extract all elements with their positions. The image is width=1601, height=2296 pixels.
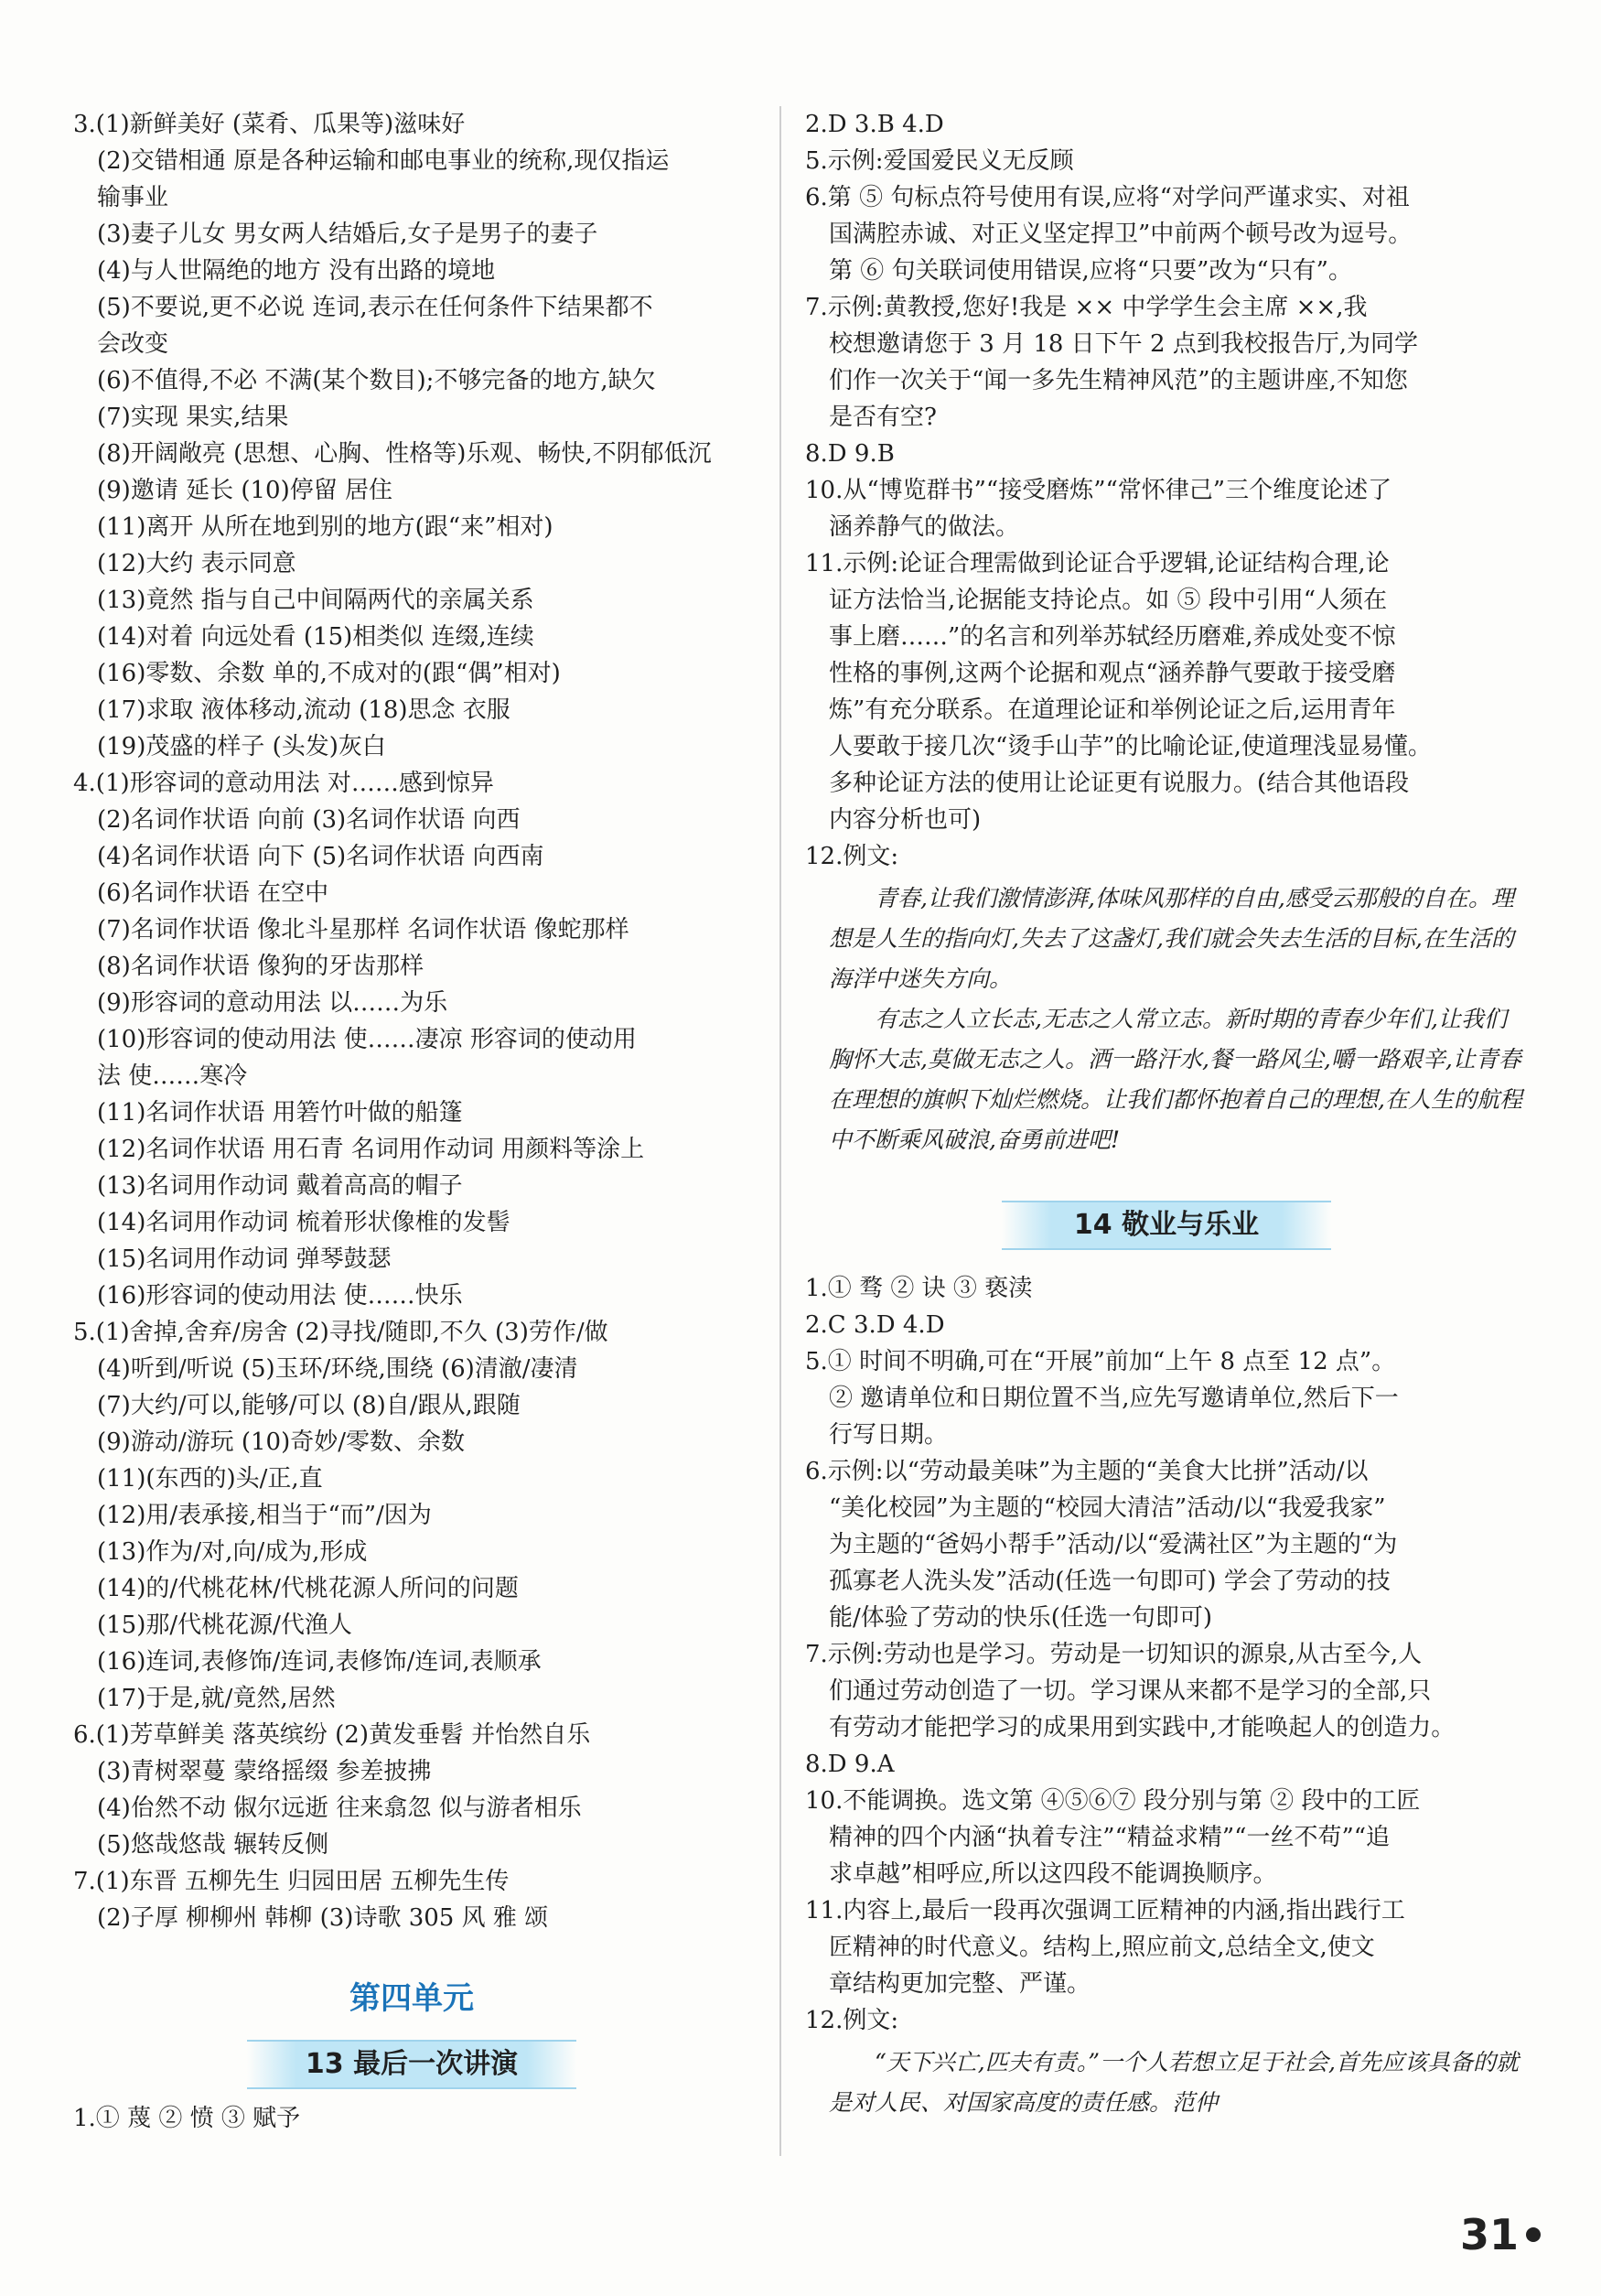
answer-line: 精神的四个内涵“执着专注”“精益求精”“一丝不苟”“追 <box>829 1824 1391 1851</box>
q4-line: (6)名词作状语 在空中 <box>97 879 329 907</box>
answer-q7 <box>73 1863 750 1936</box>
q6-line: (4)佁然不动 俶尔远逝 往来翕忽 似与游者相乐 <box>97 1795 582 1822</box>
q5-line: (11)(东西的)头/正,直 <box>97 1465 323 1493</box>
answer-line: 12.例文: <box>805 2007 899 2034</box>
q3-line: (17)求取 液体移动,流动 (18)思念 衣服 <box>97 696 510 724</box>
q3-line: (13)竟然 指与自己中间隔两代的亲属关系 <box>97 587 534 614</box>
q3-line: (14)对着 向远处看 (15)相类似 连缀,连续 <box>97 623 534 651</box>
answer-line: 11.内容上,最后一段再次强调工匠精神的内涵,指出践行工 <box>805 1897 1405 1924</box>
q5-line: (17)于是,就/竟然,居然 <box>97 1685 336 1712</box>
essay-paragraph: “天下兴亡,匹夫有责。”一个人若想立足于社会,首先应该具备的就是对人民、对国家高度的责任感。范仲 <box>829 2049 1519 2116</box>
q3-line: 输事业 <box>97 184 169 211</box>
q4-line: (13)名词用作动词 戴着高高的帽子 <box>97 1172 463 1200</box>
q3-line: 3.(1)新鲜美好 (菜肴、瓜果等)滋味好 <box>73 111 466 138</box>
q7-line: (2)子厚 柳柳州 韩柳 (3)诗歌 305 风 雅 颂 <box>97 1904 549 1932</box>
right-column <box>805 106 1528 2123</box>
q3-line: (3)妻子儿女 男女两人结婚后,女子是男子的妻子 <box>97 221 598 248</box>
q4-line: (11)名词作状语 用箬竹叶做的船篷 <box>97 1099 463 1126</box>
q3-line: (2)交错相通 原是各种运输和邮电事业的统称,现仅指运 <box>97 147 670 175</box>
answer-line: 7.示例:劳动也是学习。劳动是一切知识的源泉,从古至今,人 <box>805 1641 1423 1668</box>
q3-line: (6)不值得,不必 不满(某个数目);不够完备的地方,缺欠 <box>97 367 656 394</box>
answer-q5 <box>73 1314 750 1717</box>
unit-title: 第四单元 <box>349 1980 474 2017</box>
answer-line: 第 ⑥ 句关联词使用错误,应将“只要”改为“只有”。 <box>829 257 1352 285</box>
lesson-13-q1: 1.① 蔑 ② 愤 ③ 赋予 <box>73 2105 301 2132</box>
q5-line: (4)听到/听说 (5)玉环/环绕,围绕 (6)清澈/凄清 <box>97 1355 578 1383</box>
left-column <box>73 106 750 2137</box>
answer-line: 证方法恰当,论据能支持论点。如 ⑤ 段中引用“人须在 <box>829 587 1388 614</box>
q5-line: (16)连词,表修饰/连词,表修饰/连词,表顺承 <box>97 1648 542 1676</box>
answer-line: 们作一次关于“闻一多先生精神风范”的主题讲座,不知您 <box>829 367 1408 394</box>
q4-line: (4)名词作状语 向下 (5)名词作状语 向西南 <box>97 843 544 870</box>
q5-line: (7)大约/可以,能够/可以 (8)自/跟从,跟随 <box>97 1392 521 1419</box>
essay-13 <box>805 879 1528 1160</box>
answer-line: 性格的事例,这两个论据和观点“涵养静气要敢于接受磨 <box>829 660 1396 687</box>
q4-line: (12)名词作状语 用石青 名词用作动词 用颜料等涂上 <box>97 1136 645 1163</box>
answer-line: 人要敢于接几次“烫手山芋”的比喻论证,使道理浅显易懂。 <box>829 733 1432 760</box>
answer-line: 11.示例:论证合理需做到论证合乎逻辑,论证结构合理,论 <box>805 550 1390 577</box>
answer-line: 求卓越”相呼应,所以这四段不能调换顺序。 <box>829 1860 1277 1888</box>
answer-line: 6.示例:以“劳动最美味”为主题的“美食大比拼”活动/以 <box>805 1458 1369 1485</box>
q3-line: (5)不要说,更不必说 连词,表示在任何条件下结果都不 <box>97 294 653 321</box>
essay-paragraph: 有志之人立长志,无志之人常立志。新时期的青春少年们,让我们胸怀大志,莫做无志之人。洒一路汗水,餐一路风尘,嚼一路艰辛,让青春在理想的旗帜下灿烂燃烧。让我们都怀抱着自己的理想,在人生的航程中不断乘风破浪,奋勇前进吧! <box>829 1006 1522 1153</box>
lesson-13-title: 13 最后一次讲演 <box>247 2040 576 2089</box>
q3-line: (8)开阔敞亮 (思想、心胸、性格等)乐观、畅快,不阴郁低沉 <box>97 440 712 468</box>
q3-line: (9)邀请 延长 (10)停留 居住 <box>97 477 392 504</box>
answer-line: 有劳动才能把学习的成果用到实践中,才能唤起人的创造力。 <box>829 1714 1456 1741</box>
answer-line: 2.C 3.D 4.D <box>805 1311 945 1339</box>
q7-line: 7.(1)东晋 五柳先生 归园田居 五柳先生传 <box>73 1868 510 1895</box>
answer-line: 行写日期。 <box>829 1421 949 1449</box>
answer-line: 国满腔赤诚、对正义坚定捍卫”中前两个顿号改为逗号。 <box>829 221 1413 248</box>
answer-q6 <box>73 1717 750 1863</box>
answer-line: 内容分析也可) <box>829 806 982 834</box>
page-number-text: 31 <box>1459 2210 1519 2259</box>
answer-line: 能/体验了劳动的快乐(任选一句即可) <box>829 1604 1213 1632</box>
q4-line: (2)名词作状语 向前 (3)名词作状语 向西 <box>97 806 521 834</box>
answer-line: 炼”有充分联系。在道理论证和举例论证之后,运用青年 <box>829 696 1396 724</box>
q3-line: (12)大约 表示同意 <box>97 550 296 577</box>
q4-line: (14)名词用作动词 梳着形状像椎的发髻 <box>97 1209 510 1236</box>
bullet-dot-icon <box>1526 2227 1541 2242</box>
lesson-14-title: 14 敬业与乐业 <box>1002 1201 1331 1250</box>
q4-line: (9)形容词的意动用法 以……为乐 <box>97 989 448 1017</box>
answer-line: 为主题的“爸妈小帮手”活动/以“爱满社区”为主题的“为 <box>829 1531 1398 1558</box>
q5-line: (9)游动/游玩 (10)奇妙/零数、余数 <box>97 1428 465 1456</box>
answer-line: 12.例文: <box>805 843 899 870</box>
q6-line: (5)悠哉悠哉 辗转反侧 <box>97 1831 329 1859</box>
answer-line: 孤寡老人洗头发”活动(任选一句即可) 学会了劳动的技 <box>829 1568 1391 1595</box>
q6-line: (3)青树翠蔓 蒙络摇缀 参差披拂 <box>97 1758 432 1785</box>
q4-line: (7)名词作状语 像北斗星那样 名词作状语 像蛇那样 <box>97 916 629 943</box>
q4-line: (10)形容词的使动用法 使……凄凉 形容词的使动用 <box>97 1026 637 1053</box>
lesson-13-answers <box>805 106 1528 875</box>
q3-line: 会改变 <box>97 330 169 358</box>
essay-14 <box>805 2043 1528 2123</box>
answer-line: 10.从“博览群书”“接受磨炼”“常怀律己”三个维度论述了 <box>805 477 1392 504</box>
answer-line: 2.D 3.B 4.D <box>805 111 944 138</box>
answer-line: ② 邀请单位和日期位置不当,应先写邀请单位,然后下一 <box>829 1385 1399 1412</box>
answer-line: 10.不能调换。选文第 ④⑤⑥⑦ 段分别与第 ② 段中的工匠 <box>805 1787 1421 1815</box>
answer-line: 涵养静气的做法。 <box>829 513 1020 541</box>
answer-q3 <box>73 106 750 765</box>
q6-line: 6.(1)芳草鲜美 落英缤纷 (2)黄发垂髫 并怡然自乐 <box>73 1721 591 1749</box>
q3-line: (4)与人世隔绝的地方 没有出路的境地 <box>97 257 496 285</box>
q5-line: (12)用/表承接,相当于“而”/因为 <box>97 1502 432 1529</box>
answer-line: 校想邀请您于 3 月 18 日下午 2 点到我校报告厅,为同学 <box>829 330 1419 358</box>
answer-q4 <box>73 765 750 1314</box>
q4-line: (15)名词用作动词 弹琴鼓瑟 <box>97 1245 392 1273</box>
answer-line: 8.D 9.B <box>805 440 895 468</box>
answer-line: 匠精神的时代意义。结构上,照应前文,总结全文,使文 <box>829 1934 1375 1961</box>
q3-line: (19)茂盛的样子 (头发)灰白 <box>97 733 386 760</box>
answer-line: 1.① 骛 ② 诀 ③ 亵渎 <box>805 1275 1033 1302</box>
q3-line: (11)离开 从所在地到别的地方(跟“来”相对) <box>97 513 553 541</box>
q4-line: (8)名词作状语 像狗的牙齿那样 <box>97 953 424 980</box>
q5-line: (13)作为/对,向/成为,形成 <box>97 1538 368 1566</box>
q4-line: (16)形容词的使动用法 使……快乐 <box>97 1282 463 1310</box>
q3-line: (16)零数、余数 单的,不成对的(跟“偶”相对) <box>97 660 561 687</box>
q4-line: 4.(1)形容词的意动用法 对……感到惊异 <box>73 770 494 797</box>
answer-line: “美化校园”为主题的“校园大清洁”活动/以“我爱我家” <box>829 1494 1386 1522</box>
column-divider <box>779 106 781 2156</box>
q4-line: 法 使……寒冷 <box>97 1062 248 1090</box>
answer-line: 5.示例:爱国爱民义无反顾 <box>805 147 1074 175</box>
answer-line: 们通过劳动创造了一切。学习课从来都不是学习的全部,只 <box>829 1677 1432 1705</box>
q5-line: (15)那/代桃花源/代渔人 <box>97 1612 352 1639</box>
lesson-14-answers <box>805 1270 1528 2039</box>
answer-line: 多种论证方法的使用让论证更有说服力。(结合其他语段 <box>829 770 1410 797</box>
answer-line: 章结构更加完整、严谨。 <box>829 1970 1091 1998</box>
answer-line: 8.D 9.A <box>805 1751 895 1778</box>
essay-paragraph: 青春,让我们激情澎湃,体味风那样的自由,感受云那般的自在。理想是人生的指向灯,失去了这盏灯,我们就会失去生活的目标,在生活的海洋中迷失方向。 <box>829 885 1514 992</box>
q5-line: (14)的/代桃花林/代桃花源人所问的问题 <box>97 1575 519 1602</box>
answer-line: 6.第 ⑤ 句标点符号使用有误,应将“对学问严谨求实、对祖 <box>805 184 1410 211</box>
answer-line: 事上磨……”的名言和列举苏轼经历磨难,养成处变不惊 <box>829 623 1396 651</box>
answer-line: 是否有空? <box>829 404 937 431</box>
q3-line: (7)实现 果实,结果 <box>97 404 289 431</box>
answer-line: 7.示例:黄教授,您好!我是 ×× 中学学生会主席 ××,我 <box>805 294 1368 321</box>
answer-line: 5.① 时间不明确,可在“开展”前加“上午 8 点至 12 点”。 <box>805 1348 1396 1375</box>
page-number <box>1460 2210 1541 2259</box>
q5-line: 5.(1)舍掉,舍弃/房舍 (2)寻找/随即,不久 (3)劳作/做 <box>73 1319 608 1346</box>
